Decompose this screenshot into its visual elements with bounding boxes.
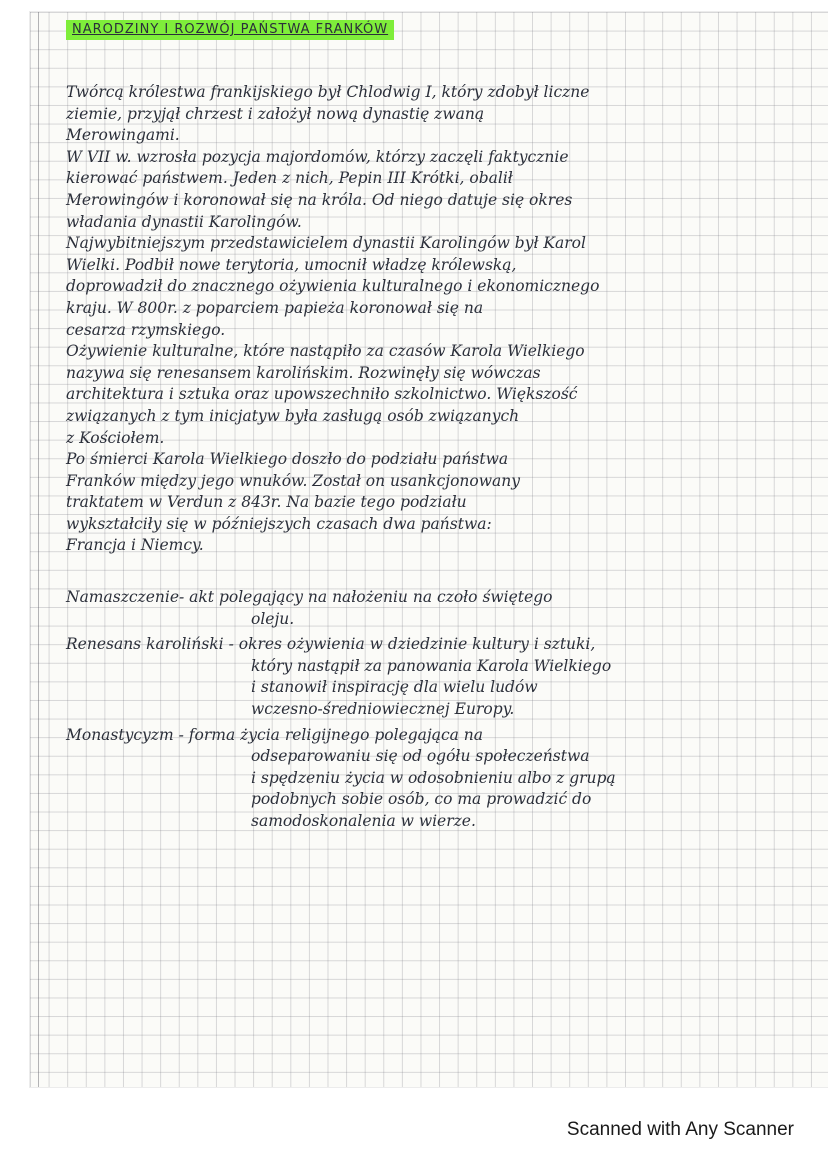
definition-continuation: i spędzeniu życia w odosobnieniu albo z grupą — [251, 768, 616, 787]
text-line: władania dynastii Karolingów. — [66, 212, 302, 231]
definition-continuation: wczesno-średniowiecznej Europy. — [251, 700, 515, 719]
text-line: Merowingami. — [66, 126, 180, 145]
definition-first-line — [66, 634, 716, 656]
paragraph-majordomus — [66, 147, 716, 233]
text-line: Po śmierci Karola Wielkiego doszło do podziału państwa — [66, 450, 509, 469]
text-line: Ożywienie kulturalne, które nastąpiło za czasów Karola Wielkiego — [66, 342, 585, 361]
text-line: Twórcą królestwa frankijskiego był Chlodwig I, który zdobył liczne — [66, 83, 590, 101]
definition-text: - akt polegający na nałożeniu na czoło świętego — [179, 588, 553, 607]
text-line: związanych z tym inicjatyw była zasługą osób związanych — [66, 406, 520, 425]
paragraph-karol-wielki — [66, 233, 716, 341]
definition-continuation: podobnych sobie osób, co ma prowadzić do — [251, 790, 592, 809]
definition-continuation: i stanowił inspirację dla wielu ludów — [251, 678, 538, 697]
definition-continuation: oleju. — [251, 609, 295, 628]
definition-continuation: samodoskonalenia w wierze. — [251, 812, 476, 830]
page-title: NARODZINY I ROZWÓJ PAŃSTWA FRANKÓW — [66, 20, 394, 40]
text-line: Wielki. Podbił nowe terytoria, umocnił władzę królewską, — [66, 255, 517, 274]
text-line: cesarza rzymskiego. — [66, 320, 226, 339]
definition-term: Renesans — [66, 635, 142, 654]
margin-line — [38, 12, 39, 1087]
paragraph-chlodwig — [66, 82, 716, 147]
text-line: doprowadził do znacznego ożywienia kulturalnego i ekonomicznego — [66, 277, 600, 296]
text-line: kierować państwem. Jeden z nich, Pepin III Krótki, obalił — [66, 169, 513, 188]
definition-text: - forma życia religijnego polegająca na — [173, 725, 484, 744]
text-line: W VII w. wzrosła pozycja majordomów, którzy zaczęli faktycznie — [66, 147, 569, 166]
text-line: kraju. W 800r. z poparciem papieża koronował się na — [66, 298, 484, 317]
definition-continuation: odseparowaniu się od ogółu społeczeństwa — [251, 747, 590, 766]
definition-renesans — [66, 634, 716, 720]
text-line: nazywa się renesansem karolińskim. Rozwinęły się wówczas — [66, 363, 541, 382]
text-line: traktatem w Verdun z 843r. Na bazie tego podziału — [66, 493, 467, 512]
definition-continuation: który nastąpił za panowania Karola Wielkiego — [251, 656, 612, 675]
text-line: Najwybitniejszym przedstawicielem dynastii Karolingów był Karol — [66, 234, 586, 253]
definitions-section — [66, 587, 716, 833]
paragraph-renesans — [66, 341, 716, 449]
text-line: z Kościołem. — [66, 428, 165, 447]
definition-text: karoliński - okres ożywienia w dziedzinie kultury i sztuki, — [141, 635, 596, 654]
definition-first-line — [66, 725, 716, 747]
paragraph-verdun — [66, 449, 716, 557]
definition-term: Monastycyzm — [66, 725, 174, 744]
title-row — [66, 18, 716, 42]
text-line: Franków między jego wnuków. Został on usankcjonowany — [66, 471, 520, 490]
definition-term: Namaszczenie — [66, 588, 179, 607]
text-line: Merowingów i koronował się na króla. Od niego datuje się okres — [66, 190, 573, 209]
text-line: Francja i Niemcy. — [66, 536, 204, 555]
text-line: ziemie, przyjął chrzest i założył nową dynastię zwaną — [66, 104, 485, 123]
text-line: wykształciły się w późniejszych czasach dwa państwa: — [66, 514, 492, 533]
scanner-watermark: Scanned with Any Scanner — [566, 1119, 794, 1140]
text-line: architektura i sztuka oraz upowszechniło szkolnictwo. Większość — [66, 385, 578, 404]
definition-namaszczenie — [66, 587, 716, 630]
definition-first-line — [66, 587, 716, 609]
notes-content — [66, 18, 716, 837]
definition-monastycyzm — [66, 725, 716, 833]
